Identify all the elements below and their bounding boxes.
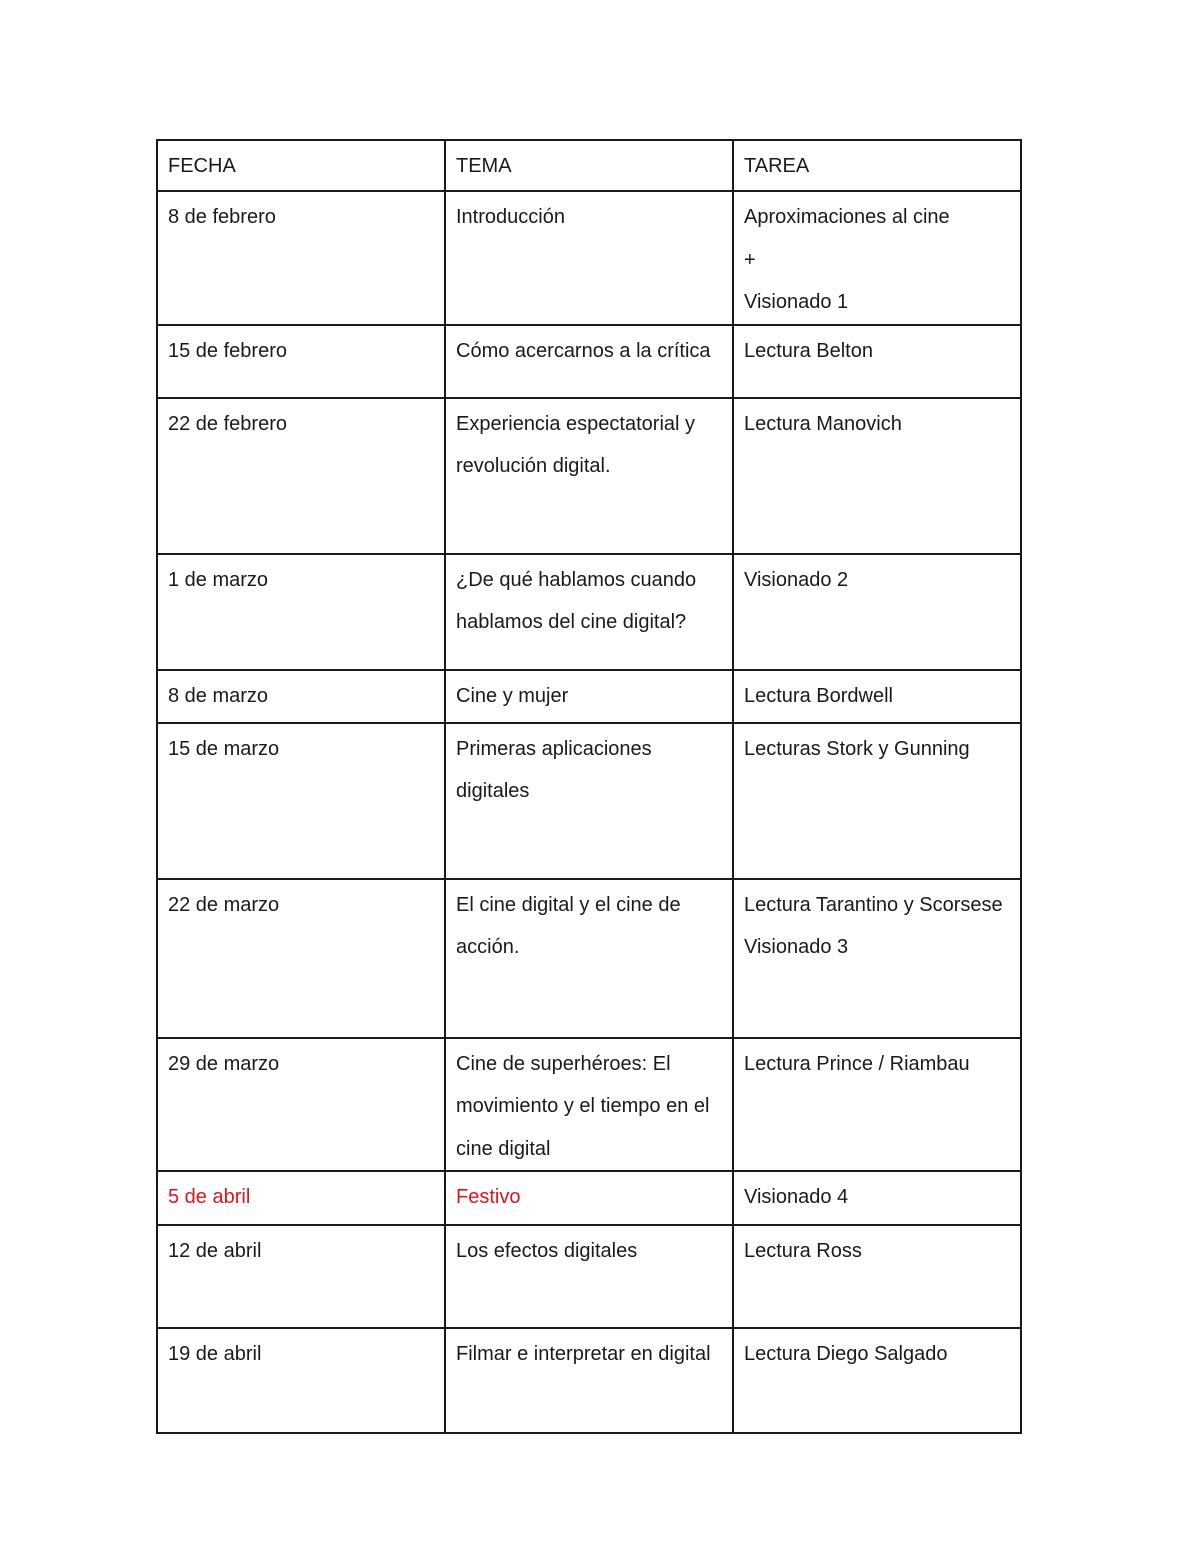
tarea-cell: Aproximaciones al cine + Visionado 1: [733, 191, 1021, 325]
tema-cell: Introducción: [445, 191, 733, 325]
tema-cell: Experiencia espectatorial y revolución digital.: [445, 398, 733, 554]
table-row: [157, 879, 1021, 1038]
tarea-cell: Lectura Bordwell: [733, 670, 1021, 723]
fecha-cell: 8 de marzo: [157, 670, 445, 723]
tarea-cell: Lectura Tarantino y Scorsese Visionado 3: [733, 879, 1021, 1038]
table-row: [157, 398, 1021, 554]
tarea-cell: Visionado 4: [733, 1171, 1021, 1225]
tarea-cell: Lectura Prince / Riambau: [733, 1038, 1021, 1172]
tema-cell: El cine digital y el cine de acción.: [445, 879, 733, 1038]
tema-cell: ¿De qué hablamos cuando hablamos del cine digital?: [445, 554, 733, 670]
header-cell-tema: TEMA: [445, 140, 733, 191]
table-row: [157, 1328, 1021, 1433]
fecha-cell-holiday: 5 de abril: [157, 1171, 445, 1225]
tarea-cell: Lectura Ross: [733, 1225, 1021, 1328]
fecha-cell: 15 de febrero: [157, 325, 445, 398]
table-row: [157, 325, 1021, 398]
tarea-cell: Lecturas Stork y Gunning: [733, 723, 1021, 879]
table-row: [157, 191, 1021, 325]
fecha-cell: 22 de febrero: [157, 398, 445, 554]
table-row: [157, 1038, 1021, 1172]
tema-cell-holiday: Festivo: [445, 1171, 733, 1225]
fecha-cell: 22 de marzo: [157, 879, 445, 1038]
table-row: [157, 554, 1021, 670]
table-row: [157, 1225, 1021, 1328]
tarea-cell: Lectura Manovich: [733, 398, 1021, 554]
tarea-cell: Lectura Belton: [733, 325, 1021, 398]
header-cell-fecha: FECHA: [157, 140, 445, 191]
fecha-cell: 19 de abril: [157, 1328, 445, 1433]
tema-cell: Cómo acercarnos a la crítica: [445, 325, 733, 398]
schedule-table: [156, 139, 1022, 1434]
tarea-cell: Lectura Diego Salgado: [733, 1328, 1021, 1433]
tema-cell: Cine y mujer: [445, 670, 733, 723]
tema-cell: Primeras aplicaciones digitales: [445, 723, 733, 879]
fecha-cell: 1 de marzo: [157, 554, 445, 670]
header-cell-tarea: TAREA: [733, 140, 1021, 191]
tarea-cell: Visionado 2: [733, 554, 1021, 670]
fecha-cell: 12 de abril: [157, 1225, 445, 1328]
tema-cell: Los efectos digitales: [445, 1225, 733, 1328]
table-row: [157, 723, 1021, 879]
tema-cell: Filmar e interpretar en digital: [445, 1328, 733, 1433]
fecha-cell: 8 de febrero: [157, 191, 445, 325]
fecha-cell: 29 de marzo: [157, 1038, 445, 1172]
fecha-cell: 15 de marzo: [157, 723, 445, 879]
table-row-holiday: [157, 1171, 1021, 1225]
table-row: [157, 670, 1021, 723]
tema-cell: Cine de superhéroes: El movimiento y el tiempo en el cine digital: [445, 1038, 733, 1172]
header-row: [157, 140, 1021, 191]
